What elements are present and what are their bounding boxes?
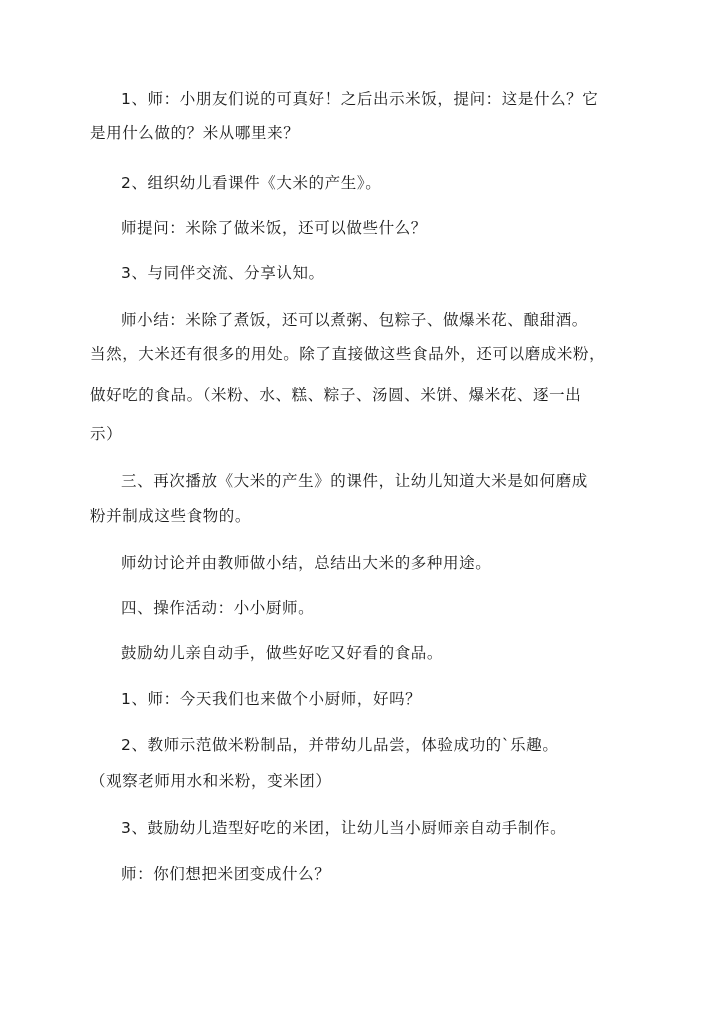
text-line-10: 三、再次播放《大米的产生》的课件，让幼儿知道大米是如何磨成 [121,472,588,490]
text-line-18: 3、鼓励幼儿造型好吃的米团，让幼儿当小厨师亲自动手制作。 [121,819,567,837]
text-line-15: 1、师：今天我们也来做个小厨师，好吗？ [121,690,422,708]
text-line-1: 1、师：小朋友们说的可真好！之后出示米饭，提问：这是什么？它 [121,90,599,108]
text-line-8: 做好吃的食品。（米粉、水、糕、粽子、汤圆、米饼、爆米花、逐一出 [90,386,582,404]
text-line-14: 鼓励幼儿亲自动手，做些好吃又好看的食品。 [121,644,444,662]
text-line-17: （观察老师用水和米粉，变米团） [90,772,332,790]
text-line-16: 2、教师示范做米粉制品，并带幼儿品尝，体验成功的`乐趣。 [121,736,559,754]
text-line-5: 3、与同伴交流、分享认知。 [121,264,325,282]
text-line-4: 师提问：米除了做米饭，还可以做些什么？ [121,219,427,237]
text-line-6: 师小结：米除了煮饭，还可以煮粥、包粽子、做爆米花、酿甜酒。 [121,311,588,329]
text-line-9: 示） [90,425,123,443]
text-line-3: 2、组织幼儿看课件《大米的产生》。 [121,174,382,192]
text-line-13: 四、操作活动：小小厨师。 [121,599,315,617]
text-line-7: 当然，大米还有很多的用处。除了直接做这些食品外，还可以磨成米粉， [90,345,606,363]
text-line-12: 师幼讨论并由教师做小结，总结出大米的多种用途。 [121,554,492,572]
text-line-11: 粉并制成这些食物的。 [90,507,252,525]
text-line-2: 是用什么做的？米从哪里来？ [90,124,300,142]
text-line-19: 师：你们想把米团变成什么？ [121,865,331,883]
